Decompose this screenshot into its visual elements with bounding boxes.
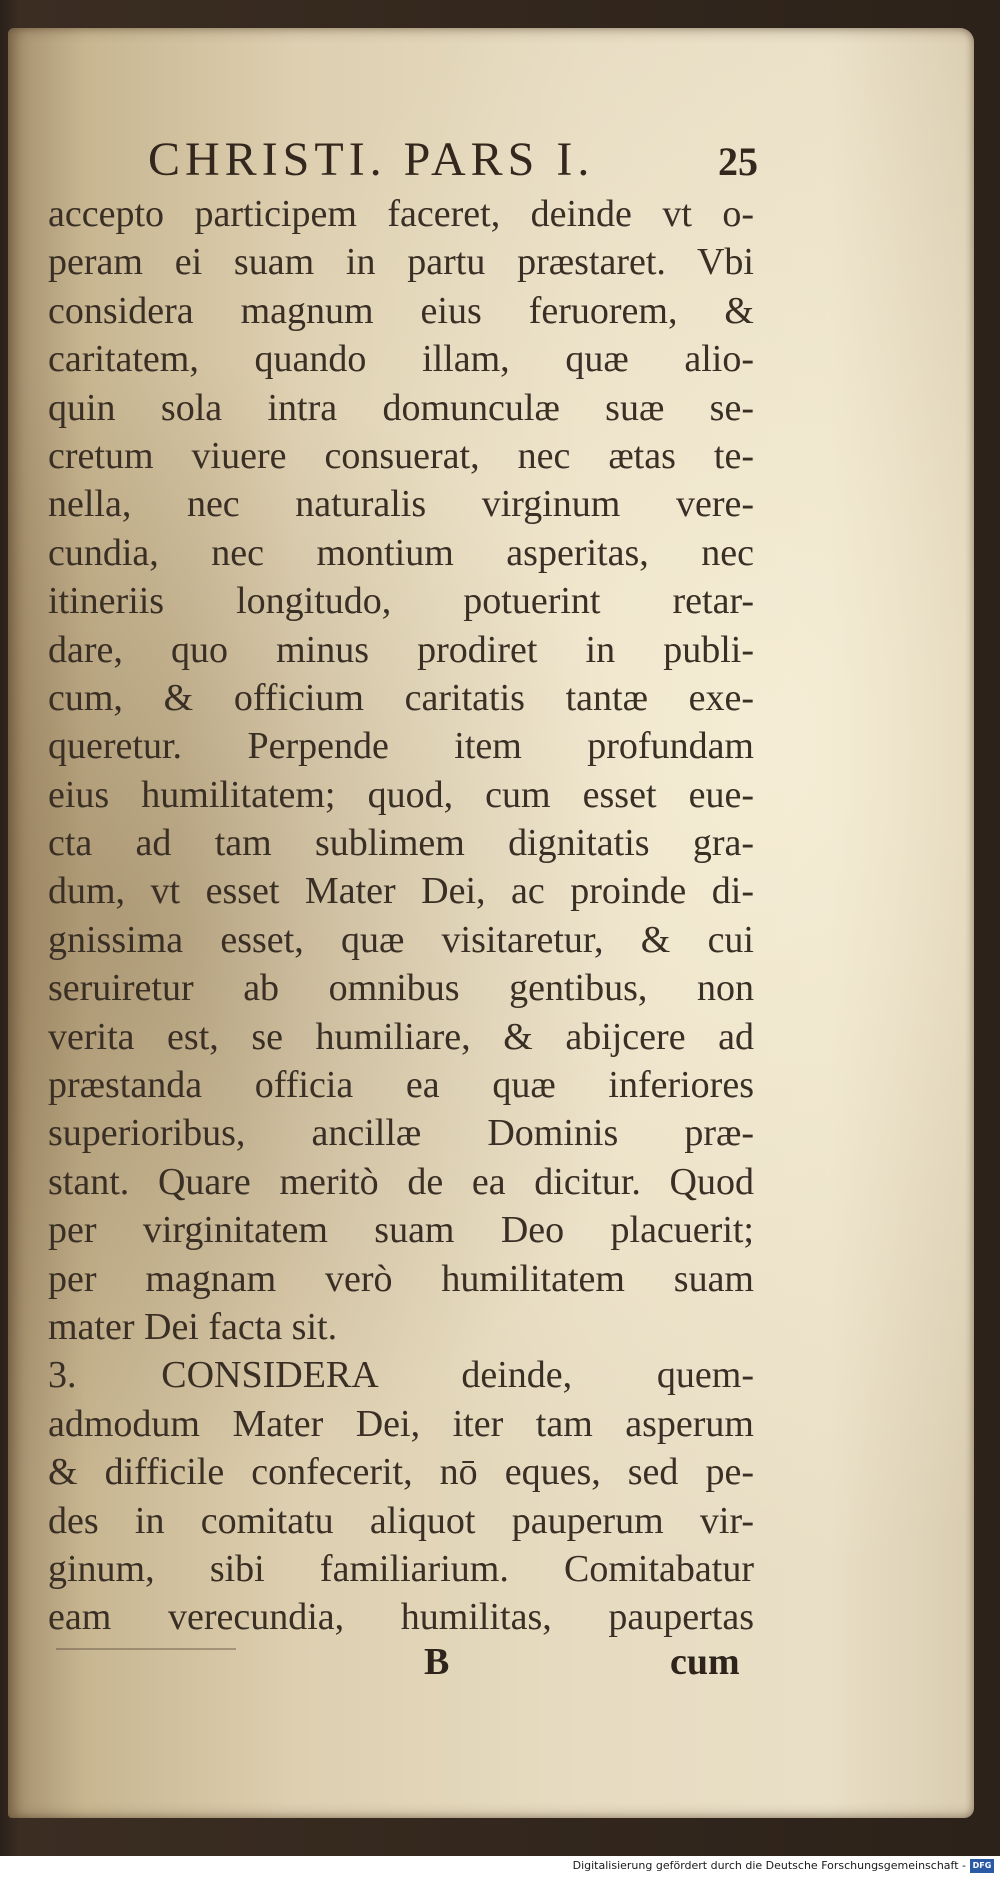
text-line: ginum, sibi familiarium. Comitabatur [48, 1547, 754, 1590]
text-line: itineriis longitudo, potuerint retar- [48, 580, 754, 623]
signature-mark: B [424, 1641, 450, 1683]
text-line: cundia, nec montium asperitas, nec [48, 531, 754, 574]
text-line: admodum Mater Dei, iter tam asperum [48, 1402, 754, 1445]
text-line: mater Dei facta sit. [48, 1305, 338, 1348]
funding-credit: Digitalisierung gefördert durch die Deutsche Forschungsgemeinschaft - [572, 1859, 966, 1872]
text-line: cta ad tam sublimem dignitatis gra- [48, 822, 754, 865]
text-line: per virginitatem suam Deo placuerit; [48, 1209, 754, 1252]
text-line: seruiretur ab omnibus gentibus, non [48, 967, 754, 1010]
book-page [8, 28, 974, 1818]
text-line: queretur. Perpende item profundam [48, 725, 754, 768]
page-number: 25 [718, 139, 758, 184]
text-line: cretum viuere consuerat, nec ætas te- [48, 434, 754, 477]
page-header [148, 132, 758, 188]
text-line: peram ei suam in partu præstaret. Vbi [48, 241, 754, 284]
text-line: des in comitatu aliquot pauperum vir- [48, 1499, 754, 1542]
dfg-logo-icon: DFG [970, 1859, 994, 1873]
text-line: cum, & officium caritatis tantæ exe- [48, 676, 754, 719]
text-line: caritatem, quando illam, quæ alio- [48, 338, 754, 381]
text-line: per magnam verò humilitatem suam [48, 1257, 754, 1300]
text-line: verita est, se humiliare, & abijcere ad [48, 1015, 754, 1058]
catchword: cum [670, 1641, 740, 1683]
text-line: stant. Quare meritò de ea dicitur. Quod [48, 1160, 754, 1203]
text-line: eam verecundia, humilitas, paupertas [48, 1596, 754, 1639]
text-line: eius humilitatem; quod, cum esset eue- [48, 773, 754, 816]
text-line: gnissima esset, quæ visitaretur, & cui [48, 918, 754, 961]
text-line: accepto participem faceret, deinde vt o- [48, 193, 754, 235]
footer-rule [56, 1648, 236, 1650]
text-line: considera magnum eius feruorem, & [48, 289, 754, 332]
text-line: quin sola intra domunculæ suæ se- [48, 386, 754, 429]
body-text [48, 190, 754, 1642]
text-line: 3. CONSIDERA deinde, quem- [48, 1354, 754, 1397]
text-line: dum, vt esset Mater Dei, ac proinde di- [48, 870, 754, 913]
text-line: superioribus, ancillæ Dominis præ- [48, 1112, 754, 1155]
text-line: nella, nec naturalis virginum vere- [48, 483, 754, 526]
text-line: dare, quo minus prodiret in publi- [48, 628, 754, 671]
text-line: & difficile confecerit, nō eques, sed pe- [48, 1451, 754, 1494]
running-head: CHRISTI. PARS I. [148, 133, 595, 186]
text-line: præstanda officia ea quæ inferiores [48, 1064, 754, 1107]
digitization-footer [0, 1856, 1000, 1877]
